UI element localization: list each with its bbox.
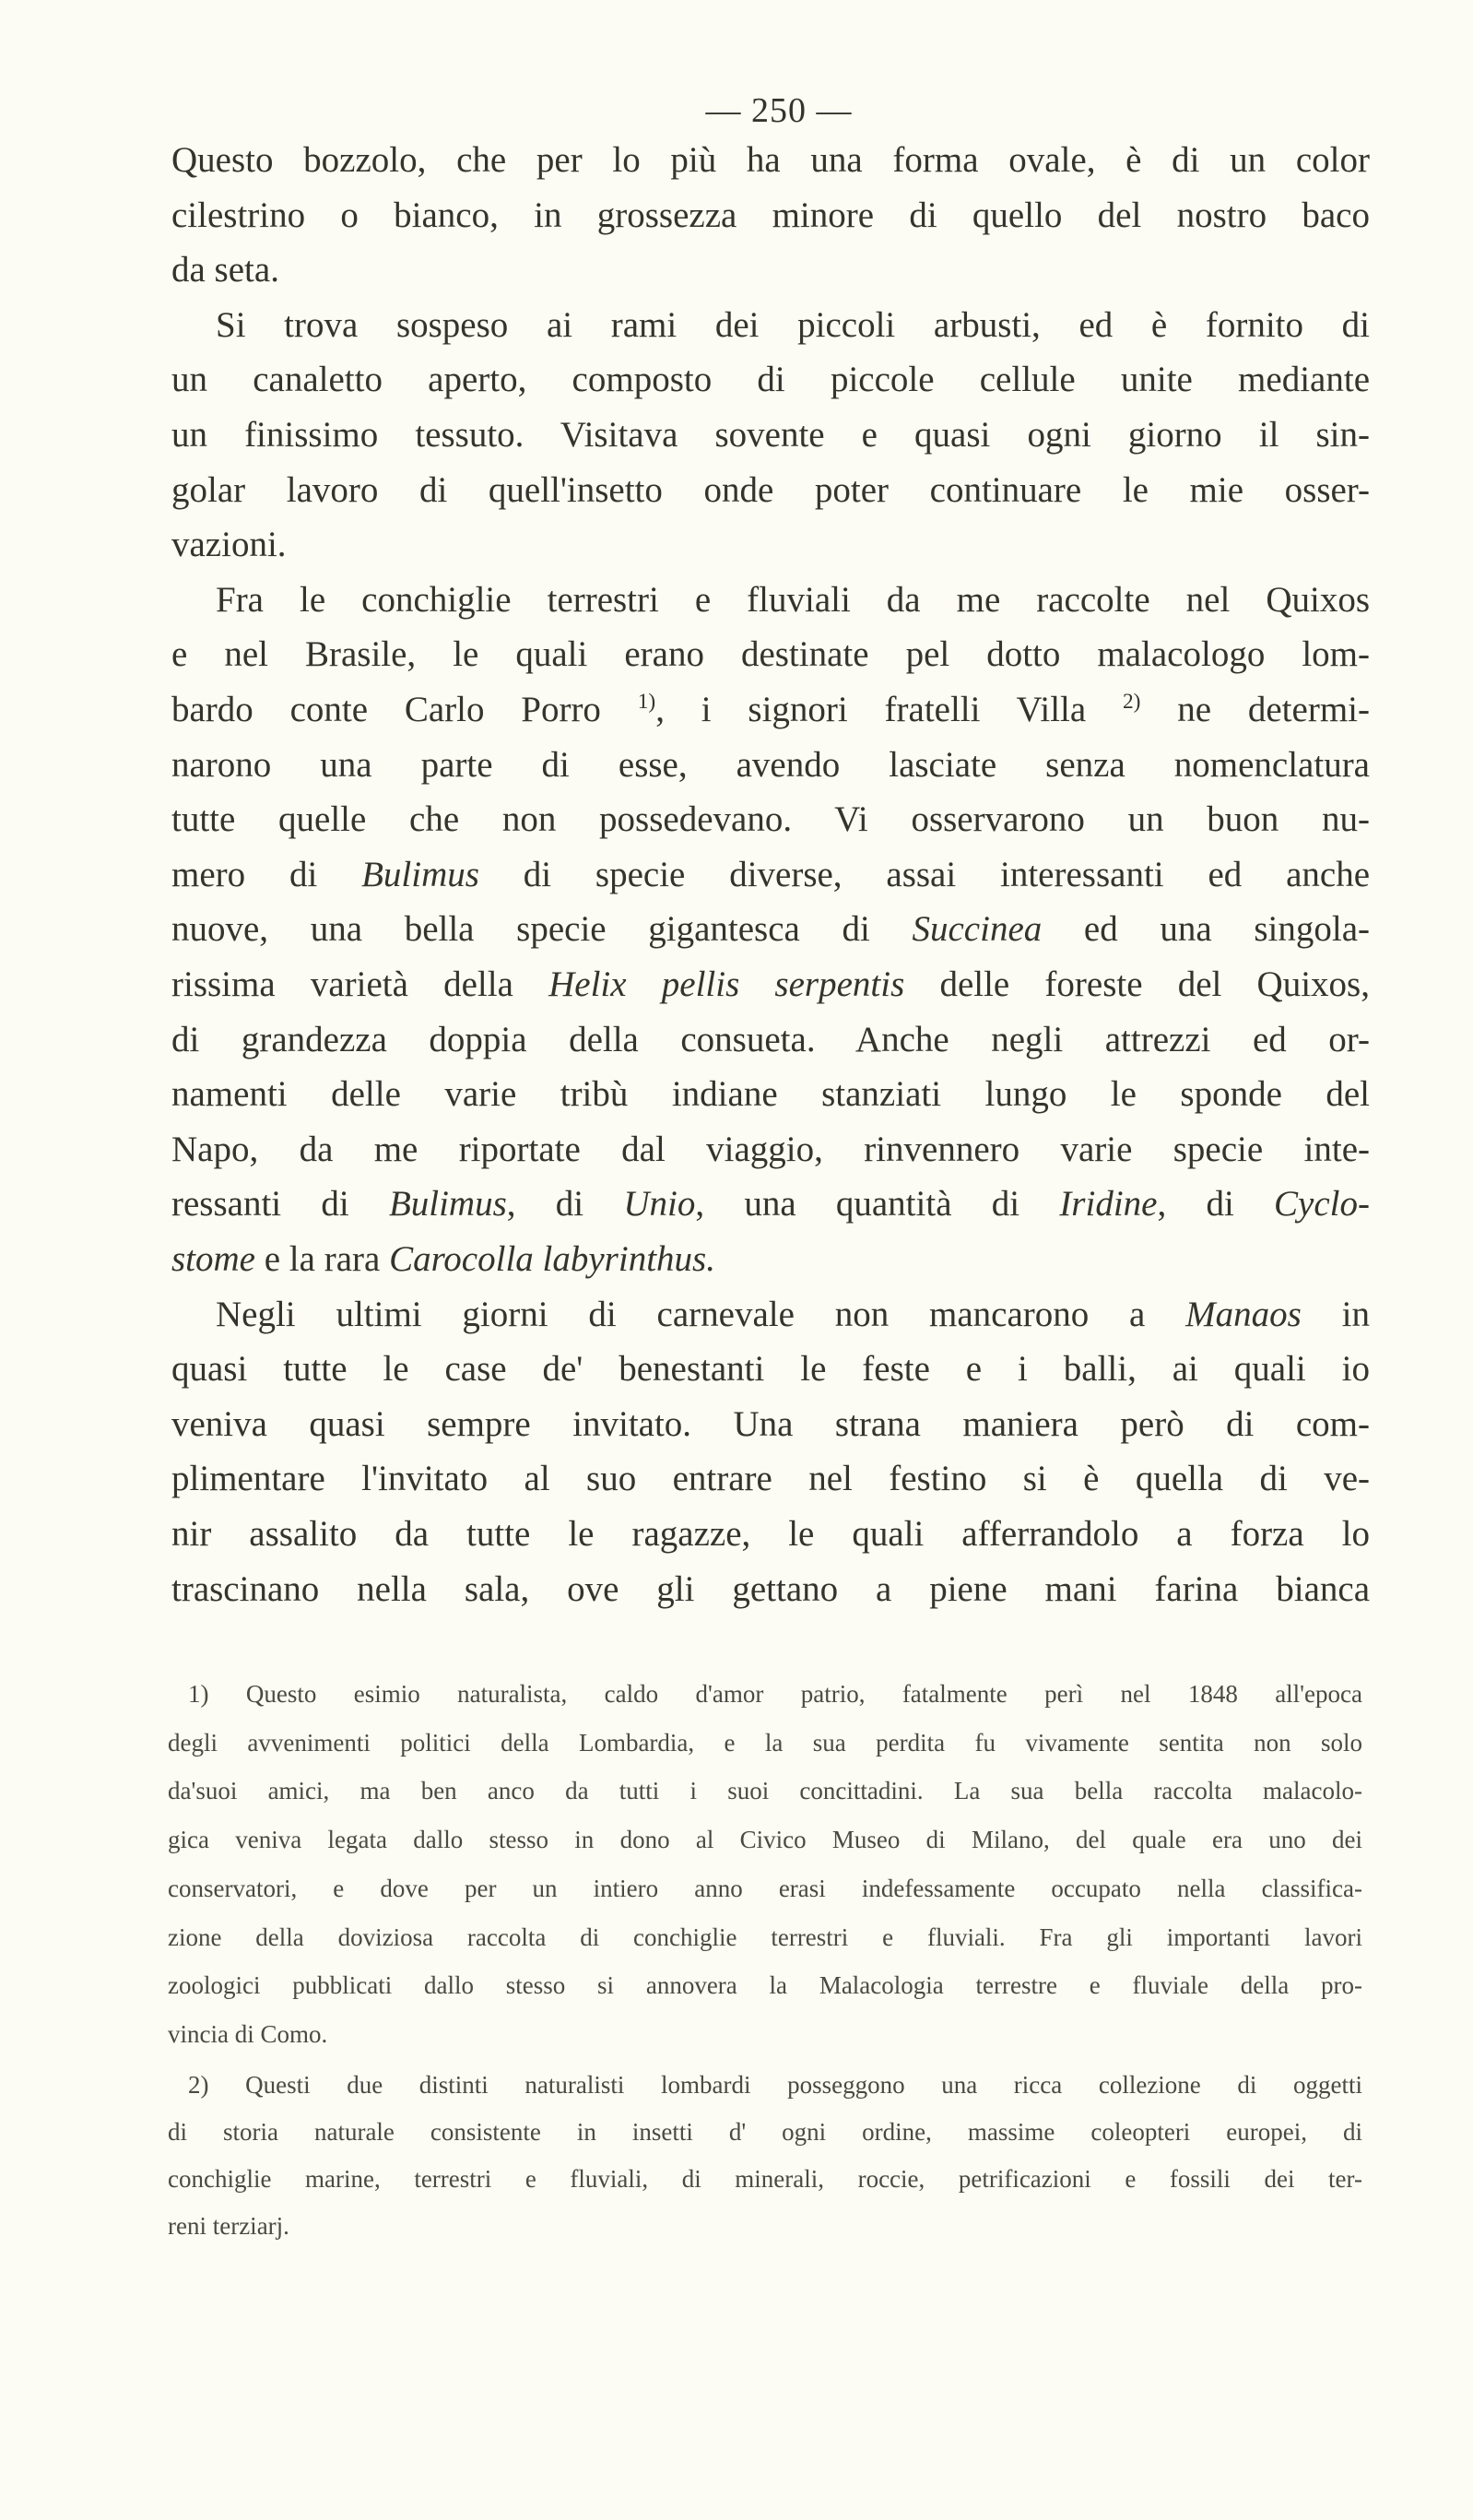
text-run: quasi tutte le case de' benestanti le feste e i balli, ai quali io (171, 1349, 1370, 1390)
text-run: Napo, da me riportate dal viaggio, rinvennero varie specie inte- (171, 1129, 1370, 1169)
text-line (171, 1507, 1370, 1562)
italic-term: Manaos (1185, 1294, 1302, 1334)
text-run: degli avvenimenti politici della Lombardia, e la sua perdita fu vivamente sentita non solo (168, 1728, 1362, 1757)
text-run: vazioni. (171, 525, 287, 565)
text-run: 1) Questo esimio naturalista, caldo d'amor patrio, fatalmente perì nel 1848 all'epoca (188, 1680, 1362, 1708)
text-run: nir assalito da tutte le ragazze, le quali afferrandolo a forza lo (171, 1514, 1370, 1554)
text-run: , i signori fratelli Villa (655, 690, 1123, 729)
text-run: un finissimo tessuto. Visitava sovente e quasi ogni giorno il sin- (171, 415, 1370, 455)
text-line (171, 1012, 1370, 1068)
italic-term: Bulimus (361, 854, 479, 894)
footnote-reference: 1) (637, 690, 656, 714)
text-run: veniva quasi sempre invitato. Una strana maniera però di com- (171, 1403, 1370, 1444)
text-line (171, 1342, 1370, 1397)
text-line (171, 352, 1370, 408)
footnote-line (168, 2011, 1362, 2057)
text-run: cilestrino o bianco, in grossezza minore di quello del nostro baco (171, 195, 1370, 235)
text-line (171, 738, 1370, 793)
italic-term: Succinea (912, 909, 1043, 950)
text-run: ressanti di (171, 1184, 389, 1225)
footnote-line (168, 1768, 1362, 1814)
italic-term: Bulimus (388, 1184, 507, 1225)
italic-term: Carocolla labyrinthus. (389, 1239, 715, 1279)
text-line (171, 1562, 1370, 1617)
text-run: nuove, una bella specie gigantesca di (171, 909, 913, 950)
text-line (171, 298, 1370, 353)
text-line (171, 463, 1370, 518)
footnote-reference: 2) (1122, 690, 1141, 714)
text-run: Negli ultimi giorni di carnevale non mancarono a (216, 1294, 1186, 1334)
italic-term: Helix pellis serpentis (548, 964, 905, 1004)
footnote-line (168, 2203, 1362, 2249)
text-run: , di (506, 1184, 624, 1225)
text-run: conservatori, e dove per un intiero anno erasi indefessamente occupato nella classifica- (168, 1874, 1362, 1902)
footnote-line (168, 1865, 1362, 1911)
italic-term: Unio (623, 1184, 696, 1225)
text-run: e la rara (255, 1239, 390, 1279)
text-run: golar lavoro di quell'insetto onde poter continuare le mie osser- (171, 469, 1370, 510)
text-run: Fra le conchiglie terrestri e fluviali da me raccolte nel Quixos (216, 579, 1370, 620)
text-line (171, 517, 1370, 573)
text-line (171, 1232, 1370, 1287)
text-run: ed una singola- (1042, 909, 1371, 950)
text-run: di specie diverse, assai interessanti ed anche (478, 854, 1371, 894)
text-run: conchiglie marine, terrestri e fluviali, di minerali, roccie, petrificazioni e fossili dei ter- (168, 2165, 1362, 2193)
text-run: , di (1157, 1184, 1275, 1225)
text-run: bardo conte Carlo Porro (171, 690, 638, 729)
page-number: — 250 — (705, 91, 853, 130)
italic-term: stome (171, 1239, 255, 1279)
text-run: narono una parte di esse, avendo lasciate senza nomenclatura (171, 744, 1370, 785)
text-line (171, 792, 1370, 847)
text-line (171, 573, 1370, 628)
text-run: vincia di Como. (168, 2019, 328, 2048)
footnote-line (168, 1914, 1362, 1960)
text-run: plimentare l'invitato al suo entrare nel festino si è quella di ve- (171, 1459, 1370, 1499)
footnote-line (168, 2156, 1362, 2202)
text-run: da seta. (171, 250, 279, 290)
footnote-line (168, 2062, 1362, 2108)
italic-term: Iridine (1059, 1184, 1158, 1225)
text-run: , una quantità di (695, 1184, 1060, 1225)
text-run: e nel Brasile, le quali erano destinate pel dotto malacologo lom- (171, 634, 1370, 675)
text-run: gica veniva legata dallo stesso in dono al Civico Museo di Milano, del quale era uno dei (168, 1826, 1362, 1854)
footnote-line (168, 1720, 1362, 1766)
text-line (171, 1067, 1370, 1122)
text-line (171, 1397, 1370, 1452)
text-run: rissima varietà della (171, 964, 549, 1004)
text-line (171, 1177, 1370, 1232)
footnote-line (168, 1816, 1362, 1863)
text-run: di grandezza doppia della consueta. Anche negli attrezzi ed or- (171, 1019, 1370, 1059)
italic-term: Cyclo- (1274, 1184, 1370, 1225)
text-run: di storia naturale consistente in insetti d' ogni ordine, massime coleopteri europei, di (168, 2118, 1362, 2146)
text-run: Questo bozzolo, che per lo più ha una forma ovale, è di un color (171, 140, 1370, 180)
footnote-line (168, 1671, 1362, 1717)
text-run: tutte quelle che non possedevano. Vi osservarono un buon nu- (171, 799, 1370, 840)
text-run: in (1301, 1294, 1370, 1334)
text-run: da'suoi amici, ma ben anco da tutti i suoi concittadini. La sua bella raccolta malacolo- (168, 1777, 1362, 1805)
footnote-line (168, 1962, 1362, 2008)
text-line (171, 847, 1370, 903)
text-line (171, 408, 1370, 463)
text-run: zione della doviziosa raccolta di conchiglie terrestri e fluviali. Fra gli importanti lavori (168, 1923, 1362, 1951)
text-line (171, 243, 1370, 298)
text-run: mero di (171, 854, 362, 894)
text-run: namenti delle varie tribù indiane stanziati lungo le sponde del (171, 1074, 1370, 1115)
text-line (171, 627, 1370, 682)
text-line (171, 133, 1370, 188)
text-run: ne determi- (1140, 690, 1370, 729)
text-line (171, 1122, 1370, 1177)
text-run: Si trova sospeso ai rami dei piccoli arbusti, ed è fornito di (216, 304, 1370, 345)
text-run: un canaletto aperto, composto di piccole cellule unite mediante (171, 360, 1370, 400)
footnote-line (168, 2109, 1362, 2155)
text-run: delle foreste del Quixos, (904, 964, 1370, 1004)
text-line (171, 957, 1370, 1012)
text-line (171, 1287, 1370, 1343)
text-run: zoologici pubblicati dallo stesso si annovera la Malacologia terrestre e fluviale della pro- (168, 1971, 1362, 2000)
text-line (171, 902, 1370, 957)
text-run: 2) Questi due distinti naturalisti lombardi posseggono una ricca collezione di oggetti (188, 2071, 1362, 2099)
text-run: reni terziarj. (168, 2212, 289, 2240)
text-line (171, 1451, 1370, 1507)
text-run: trascinano nella sala, ove gli gettano a piene mani farina bianca (171, 1568, 1370, 1609)
text-line (171, 682, 1370, 738)
text-line (171, 188, 1370, 243)
